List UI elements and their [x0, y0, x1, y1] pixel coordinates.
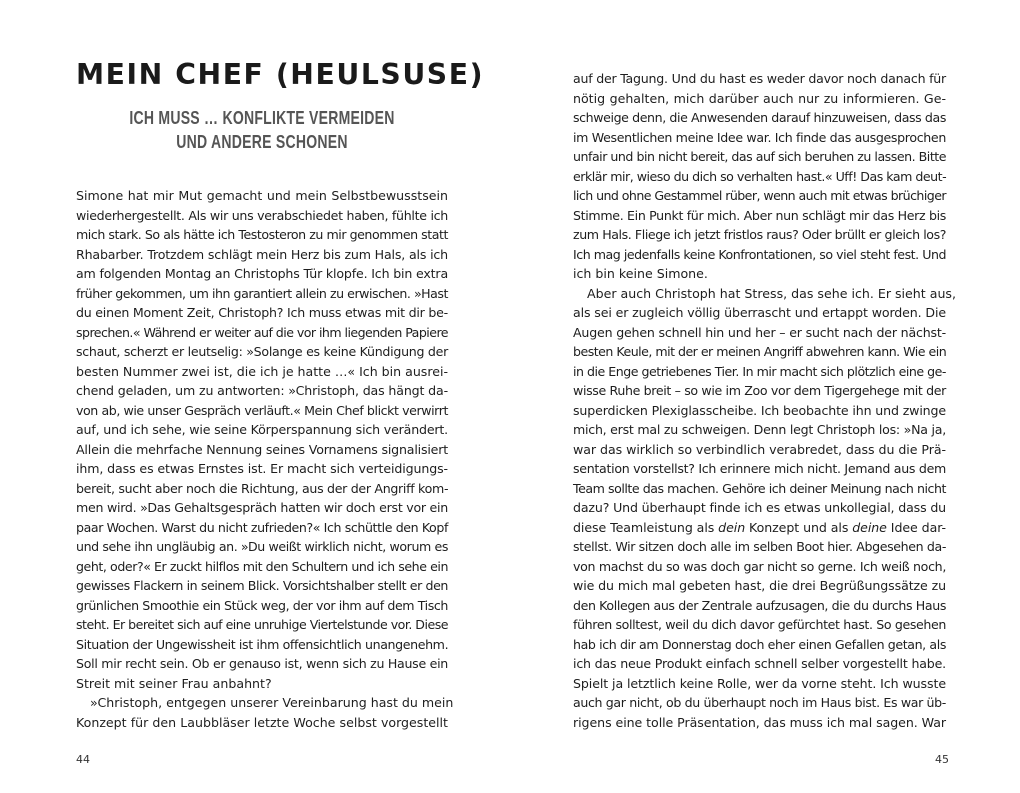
text-line: zum Hals. Fliege ich jetzt fristlos raus? Oder brüllt er gleich los? — [573, 227, 946, 242]
text-line: Simone hat mir Mut gemacht und mein Selbstbewusstsein — [76, 188, 448, 203]
text-line: »Christoph, entgegen unserer Vereinbarung hast du mein — [90, 695, 454, 710]
text-line: erklär mir, wieso du dich so verhalten hast.« Uff! Das kam deut- — [573, 168, 947, 184]
text-line: besten Keule, mit der er meinen Angriff abwehren kann. Wie ein — [573, 344, 947, 359]
text-line: unfair und bin nicht bereit, das auf sich beruhen zu lassen. Bitte — [573, 149, 946, 164]
text-line: hab ich dir am Donnerstag doch eher einen Gefallen getan, als — [573, 636, 946, 652]
text-line: mich, erst mal zu schweigen. Denn legt Christoph los: »Na ja, — [573, 422, 946, 437]
text-line: im Wesentlichen meine Idee war. Ich finde das ausgesprochen — [573, 129, 946, 145]
text-line: Ich mag jedenfalls keine Konfrontationen, so viel steht fest. Und — [573, 246, 946, 262]
chapter-subtitle-line: UND ANDERE SCHONEN — [176, 132, 348, 152]
text-line: sentation vorstellst? Ich erinnere mich nicht. Jemand aus dem — [573, 461, 946, 476]
text-line: bereit, sucht aber noch die Richtung, aus der der Angriff kom- — [76, 480, 449, 496]
text-line: mich stark. So als hätte ich Testosteron zu mir genommen statt — [76, 227, 448, 242]
page-number: 45 — [935, 753, 949, 766]
text-line: paar Wochen. Warst du nicht zufrieden?« Ich schüttle den Kopf — [76, 519, 448, 535]
text-line: wisse Ruhe breit – so wie im Zoo vor dem Tigergehege mit der — [573, 383, 946, 398]
text-line: steht. Er bereitet sich auf eine unruhige Viertelstunde vor. Diese — [76, 617, 448, 632]
text-line: besten Nummer zwei ist, die ich je hatte …« Ich bin ausrei- — [76, 363, 448, 379]
text-line: Situation der Ungewissheit ist ihm offensichtlich unangenehm. — [76, 636, 449, 652]
text-line: wie du mich mal gebeten hast, die drei Begrüßungssätze zu — [573, 578, 946, 593]
text-line: superdicken Plexiglasscheibe. Ich beobachte ihn und zwinge — [573, 402, 946, 418]
text-line: als sei er zugleich völlig überrascht und ertappt worden. Die — [573, 305, 946, 320]
text-line: lich und ohne Gestammel rüber, wenn auch mit etwas brüchiger — [573, 188, 946, 203]
text-line: von machst du so was doch gar nicht so gerne. Ich weiß noch, — [573, 558, 946, 574]
text-line: chend geladen, um zu antworten: »Christoph, das hängt da- — [76, 383, 448, 398]
text-line: Rhabarber. Trotzdem schlägt mein Herz bis zum Hals, als ich — [76, 246, 448, 262]
text-segment: Konzept und als — [745, 519, 853, 535]
text-line: Aber auch Christoph hat Stress, das sehe ich. Er sieht aus, — [587, 285, 956, 301]
text-line: ich bin keine Simone. — [573, 266, 708, 281]
text-segment: Idee dar- — [886, 519, 946, 535]
text-line: wiederhergestellt. Als wir uns verabschiedet haben, fühlte ich — [76, 207, 448, 223]
text-line: grünlichen Smoothie ein Stück weg, der vor ihm auf dem Tisch — [76, 597, 448, 613]
text-line: Konzept für den Laubbläser letzte Woche selbst vorgestellt — [76, 714, 448, 730]
text-line: ich das neue Produkt einfach schnell selber vorgestellt habe. — [573, 656, 946, 671]
text-line: rigens eine tolle Präsentation, das muss ich mal sagen. War — [573, 714, 946, 730]
text-line: sprechen.« Während er weiter auf die vor ihm liegenden Papiere — [76, 324, 448, 340]
text-line: ihm, dass es etwas Ernstes ist. Er macht sich verteidigungs- — [76, 461, 448, 476]
text-line: dazu? Und überhaupt finde ich es etwas unkollegial, dass du — [573, 500, 946, 515]
chapter-subtitle-line: ICH MUSS … KONFLIKTE VERMEIDEN — [129, 108, 395, 128]
text-line: Allein die mehrfache Nennung seines Vornamens signalisiert — [76, 441, 448, 457]
right-page — [510, 0, 1020, 793]
text-line: den Kollegen aus der Zentrale aufzusagen, die du durchs Haus — [573, 597, 946, 613]
text-line: führen solltest, weil du dich davor gefürchtet hast. So gesehen — [573, 617, 946, 632]
text-line: nötig gehalten, mich darüber auch nur zu informieren. Ge- — [573, 90, 946, 106]
text-line: geht, oder?« Er zuckt hilflos mit den Schultern und ich sehe ein — [76, 558, 448, 574]
text-line-with-emphasis — [573, 518, 946, 538]
page-number: 44 — [76, 753, 90, 766]
text-line: Spielt ja letztlich keine Rolle, wer da vorne steht. Ich wusste — [573, 675, 946, 691]
text-line: gewisses Flackern in seinem Blick. Vorsichtshalber stellt er den — [76, 578, 448, 593]
left-page-body-text — [76, 186, 454, 732]
chapter-title: MEIN CHEF (HEULSUSE) — [76, 58, 485, 91]
emphasis-deine: deine — [852, 519, 887, 535]
text-line: am folgenden Montag an Christophs Tür klopfe. Ich bin extra — [76, 266, 448, 281]
text-line: Augen gehen schnell hin und her – er sucht nach der nächst- — [573, 324, 946, 340]
text-line: früher gekommen, um ihn garantiert allein zu erwischen. »Hast — [76, 285, 448, 301]
text-line: schaut, scherzt er leutselig: »Solange es keine Kündigung der — [76, 344, 448, 359]
text-line: Stimme. Ein Punkt für mich. Aber nun schlägt mir das Herz bis — [573, 207, 946, 223]
text-line: war das wirklich so verbindlich verabredet, dass du die Prä- — [573, 441, 946, 457]
text-line: Team sollte das machen. Gehöre ich deiner Meinung nach nicht — [573, 480, 946, 496]
text-line: schweige denn, die Anwesenden darauf hinzuweisen, dass das — [573, 110, 946, 125]
text-segment: diese Teamleistung als — [573, 519, 719, 535]
text-line: von ab, wie unser Gespräch verläuft.« Mein Chef blickt verwirrt — [76, 402, 448, 418]
text-line: auf der Tagung. Und du hast es weder davor noch danach für — [573, 71, 946, 86]
text-line: Streit mit seiner Frau anbahnt? — [76, 675, 272, 691]
text-line: stellst. Wir sitzen doch alle im selben Boot hier. Abgesehen da- — [573, 539, 946, 554]
chapter-subtitle — [117, 106, 407, 154]
emphasis-dein: dein — [718, 519, 746, 535]
text-line: und sehe ihn ungläubig an. »Du weißt wirklich nicht, worum es — [76, 539, 448, 554]
text-line: in die Enge getriebenes Tier. In mir macht sich plötzlich eine ge- — [573, 363, 946, 379]
right-page-body-text — [573, 69, 956, 732]
text-line: auch gar nicht, ob du überhaupt noch im Haus bist. Es war üb- — [573, 695, 946, 710]
text-line: Soll mir recht sein. Ob er genauso ist, wenn sich zu Hause ein — [76, 656, 448, 671]
text-line: men wird. »Das Gehaltsgespräch hatten wir doch erst vor ein — [76, 500, 448, 515]
text-line: du einen Moment Zeit, Christoph? Ich muss etwas mit dir be- — [76, 305, 448, 320]
text-line: auf, und ich sehe, wie seine Körperspannung sich verändert. — [76, 422, 448, 437]
